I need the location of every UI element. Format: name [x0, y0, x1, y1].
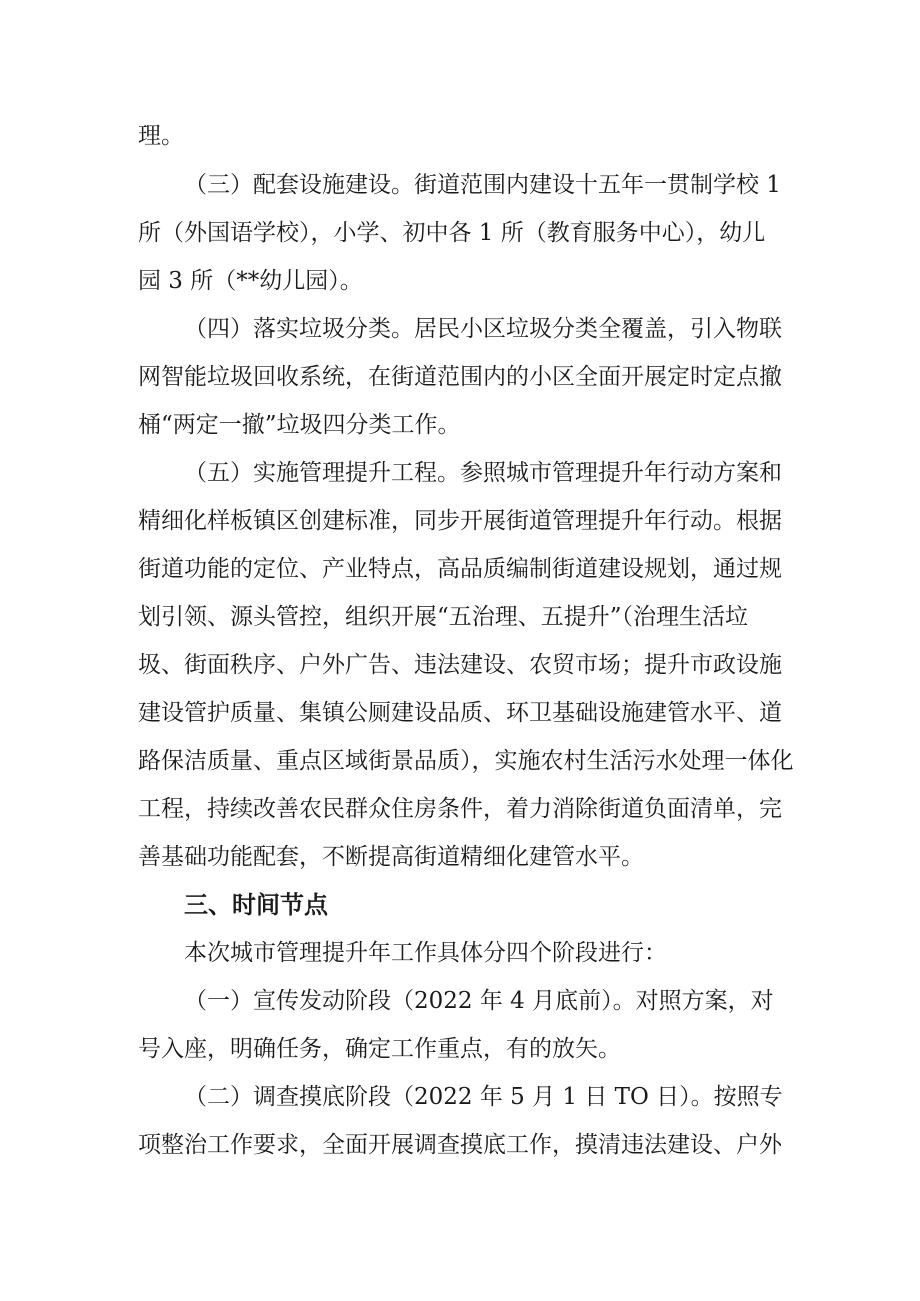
text-line: 桶“两定一撤”垃圾四分类工作。 — [138, 412, 461, 438]
text-line: 理。 — [138, 123, 184, 149]
text-line: 圾、街面秩序、户外广告、违法建设、农贸市场；提升市政设施 — [138, 652, 782, 678]
text-line: 路保洁质量、重点区域街景品质），实施农村生活污水处理一体化 — [138, 748, 794, 774]
text-line: 建设管护质量、集镇公厕建设品质、环卫基础设施建管水平、道 — [138, 700, 782, 726]
text-line: 号入座，明确任务，确定工作重点，有的放矢。 — [138, 1036, 621, 1062]
text-line: 精细化样板镇区创建标准，同步开展街道管理提升年行动。根据 — [138, 508, 782, 534]
text-line: 项整治工作要求，全面开展调查摸底工作，摸清违法建设、户外 — [138, 1132, 782, 1158]
text-line: （四）落实垃圾分类。居民小区垃圾分类全覆盖，引入物联 — [184, 316, 782, 342]
text-line: 街道功能的定位、产业特点，高品质编制街道建设规划，通过规 — [138, 556, 782, 582]
text-line: 所（外国语学校），小学、初中各 1 所（教育服务中心），幼儿 — [138, 220, 766, 246]
text-line: （三）配套设施建设。街道范围内建设十五年一贯制学校 1 — [184, 172, 781, 198]
text-line: 园 3 所（**幼儿园）。 — [138, 268, 363, 294]
text-line: （五）实施管理提升工程。参照城市管理提升年行动方案和 — [184, 460, 782, 486]
text-line: 善基础功能配套，不断提高街道精细化建管水平。 — [138, 844, 644, 870]
section-heading: 三、时间节点 — [184, 891, 328, 919]
text-line: 本次城市管理提升年工作具体分四个阶段进行： — [184, 940, 667, 966]
text-line: （二）调查摸底阶段（2022 年 5 月 1 日 TO 日）。按照专 — [184, 1084, 783, 1110]
text-line: 划引领、源头管控，组织开展“五治理、五提升”（治理生活垃 — [138, 604, 749, 630]
text-line: 网智能垃圾回收系统，在街道范围内的小区全面开展定时定点撤 — [138, 364, 782, 390]
text-line: 工程，持续改善农民群众住房条件，着力消除街道负面清单，完 — [138, 796, 782, 822]
text-line: （一）宣传发动阶段（2022 年 4 月底前）。对照方案，对 — [184, 988, 774, 1014]
